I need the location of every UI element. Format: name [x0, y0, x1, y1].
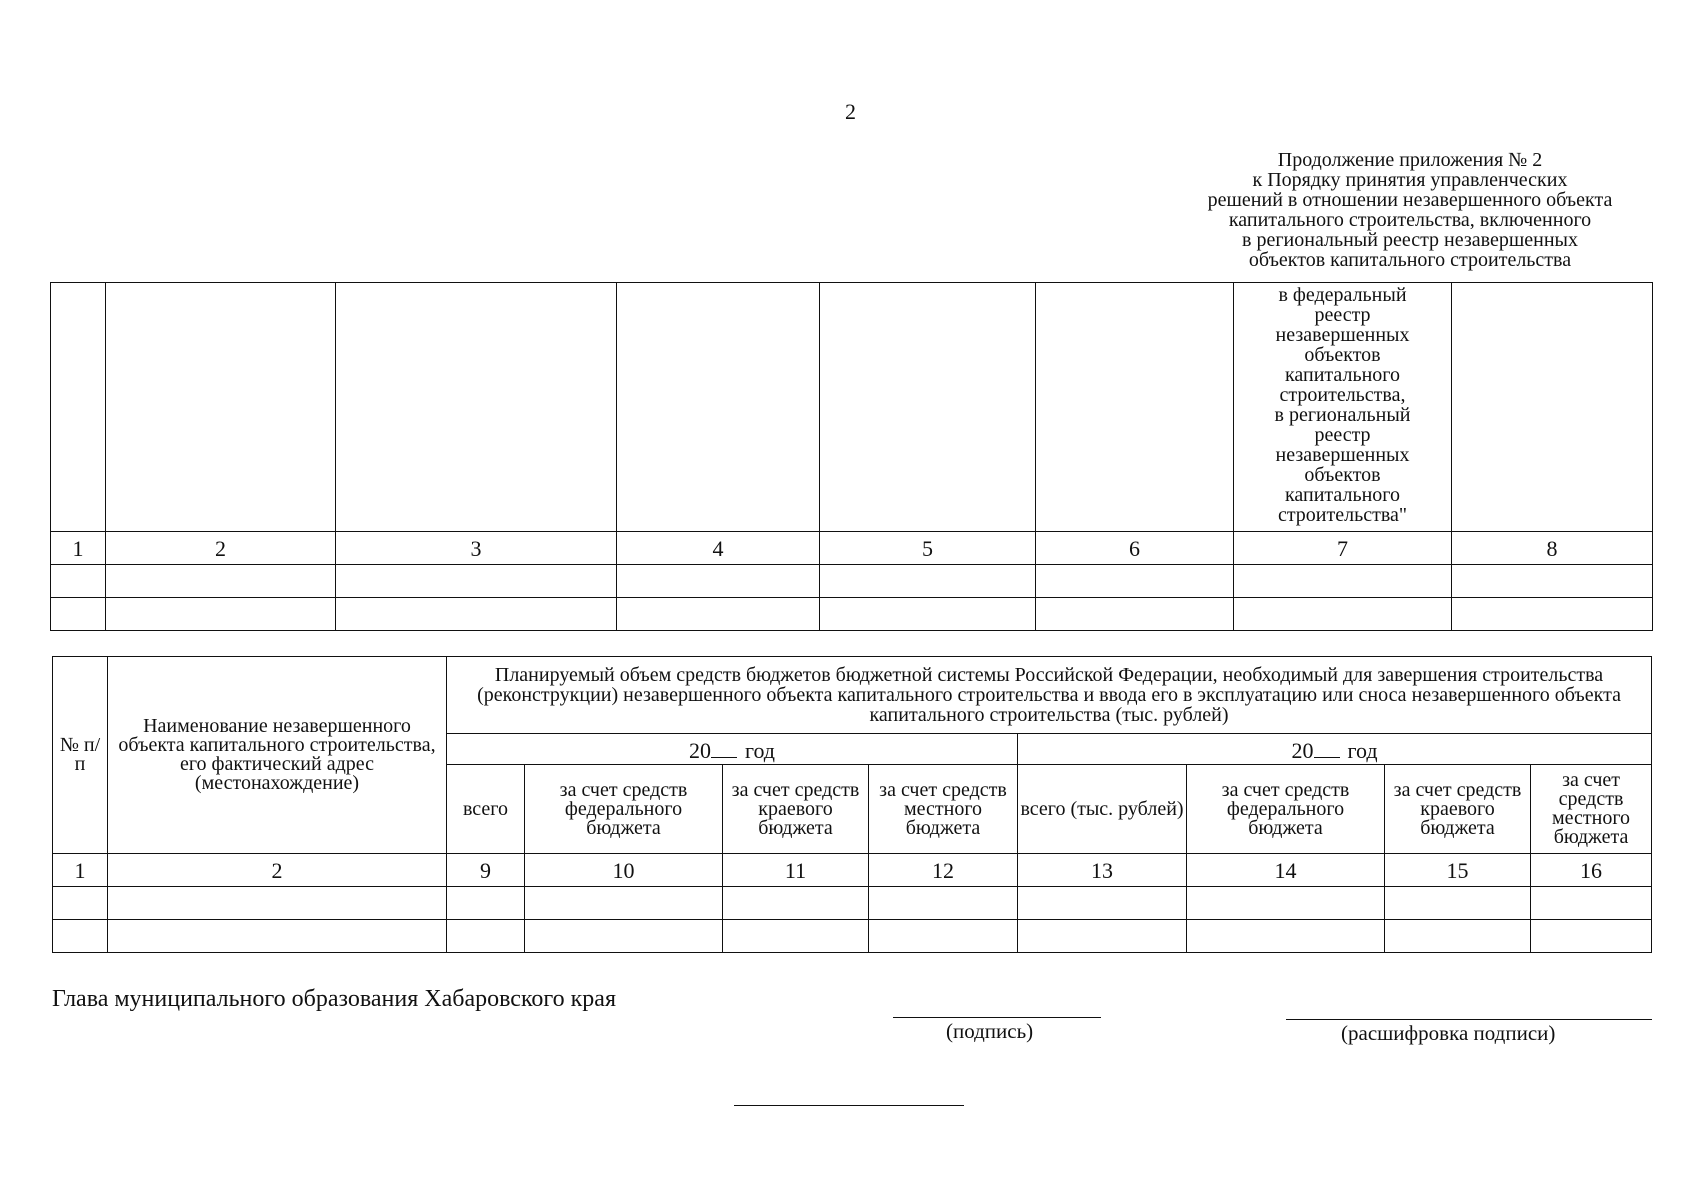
column-header: за счет средств краевого бюджета	[1385, 765, 1531, 854]
column-number: 13	[1018, 854, 1187, 887]
column-number: 8	[1452, 532, 1653, 565]
column-7-header	[1234, 283, 1452, 532]
table-cell[interactable]	[869, 887, 1018, 920]
table-cell[interactable]	[820, 598, 1036, 631]
appendix-note-line: в региональный реестр незавершенных	[1242, 229, 1578, 251]
signature-line[interactable]	[893, 1017, 1101, 1018]
extra-line	[734, 1105, 964, 1106]
header-line: реестр	[1314, 304, 1371, 326]
year-prefix: 20	[1291, 737, 1314, 763]
appendix-note-line: капитального строительства, включенного	[1228, 209, 1592, 231]
table-row	[51, 598, 1653, 631]
table-header-row	[53, 657, 1652, 734]
column-header: за счет средств местного бюджета	[1531, 765, 1652, 854]
column-number: 6	[1036, 532, 1234, 565]
table-cell[interactable]	[869, 920, 1018, 953]
table-cell[interactable]	[1187, 887, 1385, 920]
table-cell[interactable]	[1187, 920, 1385, 953]
column-numbers-row	[51, 532, 1653, 565]
table-cell[interactable]	[108, 920, 447, 953]
column-number: 7	[1234, 532, 1452, 565]
column-number: 9	[447, 854, 525, 887]
table-cell	[51, 283, 106, 532]
table-cell[interactable]	[1036, 598, 1234, 631]
table-cell	[820, 283, 1036, 532]
column-header: за счет средств краевого бюджета	[723, 765, 869, 854]
column-number: 5	[820, 532, 1036, 565]
column-header: за счет средств местного бюджета	[869, 765, 1018, 854]
table-cell[interactable]	[1385, 887, 1531, 920]
header-line: реестр	[1314, 424, 1371, 446]
table-cell[interactable]	[525, 920, 723, 953]
column-number: 1	[53, 854, 108, 887]
continuation-table	[50, 282, 1653, 631]
table-cell[interactable]	[51, 598, 106, 631]
year-group-header	[1018, 734, 1652, 765]
table-row	[51, 565, 1653, 598]
table-cell[interactable]	[1018, 920, 1187, 953]
table-cell[interactable]	[108, 887, 447, 920]
table-cell[interactable]	[1531, 920, 1652, 953]
header-line: объектов	[1304, 344, 1381, 366]
column-header-object-name: Наименование незавершенного объекта капитального строительства, его фактический адрес (местонахождение)	[108, 657, 447, 854]
table-cell	[1036, 283, 1234, 532]
year-group-header	[447, 734, 1018, 765]
table-cell[interactable]	[723, 887, 869, 920]
column-header: всего (тыс. рублей)	[1018, 765, 1187, 854]
appendix-note-line: к Порядку принятия управленческих	[1252, 169, 1568, 191]
table-cell[interactable]	[51, 565, 106, 598]
column-number: 16	[1531, 854, 1652, 887]
year-blank[interactable]	[1314, 739, 1340, 758]
table-cell[interactable]	[820, 565, 1036, 598]
column-number: 4	[617, 532, 820, 565]
table-cell[interactable]	[617, 598, 820, 631]
appendix-note-line: решений в отношении незавершенного объекта	[1207, 189, 1613, 211]
column-number: 11	[723, 854, 869, 887]
table-cell[interactable]	[106, 598, 336, 631]
column-numbers-row	[53, 854, 1652, 887]
header-line: незавершенных	[1275, 324, 1410, 346]
column-number: 10	[525, 854, 723, 887]
header-line: строительства"	[1277, 504, 1408, 526]
table-cell[interactable]	[1385, 920, 1531, 953]
appendix-note-line: Продолжение приложения № 2	[1277, 149, 1543, 171]
header-line: в федеральный	[1278, 284, 1407, 306]
header-line: в региональный	[1274, 404, 1411, 426]
year-suffix: год	[744, 737, 776, 763]
signature-decoding-caption: (расшифровка подписи)	[1341, 1021, 1556, 1045]
column-number: 1	[51, 532, 106, 565]
table-cell[interactable]	[1036, 565, 1234, 598]
appendix-note-line: объектов капитального строительства	[1248, 249, 1572, 271]
column-number: 12	[869, 854, 1018, 887]
budget-plan-table	[52, 656, 1652, 953]
table-cell[interactable]	[1234, 565, 1452, 598]
table-cell	[617, 283, 820, 532]
table-cell	[336, 283, 617, 532]
column-number: 2	[106, 532, 336, 565]
table-cell[interactable]	[617, 565, 820, 598]
table-cell[interactable]	[53, 920, 108, 953]
year-suffix: год	[1347, 737, 1378, 763]
table-cell[interactable]	[447, 887, 525, 920]
table-header-row	[51, 283, 1653, 532]
table-cell	[1452, 283, 1653, 532]
year-blank[interactable]	[711, 739, 737, 758]
table-cell[interactable]	[106, 565, 336, 598]
table-cell[interactable]	[336, 565, 617, 598]
column-header-planned-budget: Планируемый объем средств бюджетов бюджетной системы Российской Федерации, необходимый для завершения строительства (реконструкции) незавершенного объекта капитального строительства и ввода его в эксплуатацию или сноса незавершенного объекта капитального строительства (тыс. рублей)	[447, 657, 1652, 734]
table-cell[interactable]	[1018, 887, 1187, 920]
column-header: за счет средств федерального бюджета	[1187, 765, 1385, 854]
table-row	[53, 920, 1652, 953]
page-number: 2	[845, 99, 856, 124]
head-title: Глава муниципального образования Хабаровского края	[52, 986, 616, 1012]
table-cell[interactable]	[1452, 565, 1653, 598]
column-number: 2	[108, 854, 447, 887]
column-number: 15	[1385, 854, 1531, 887]
table-cell[interactable]	[1452, 598, 1653, 631]
table-cell[interactable]	[1234, 598, 1452, 631]
header-line: объектов	[1304, 464, 1381, 486]
appendix-note	[1140, 150, 1680, 270]
table-cell[interactable]	[53, 887, 108, 920]
column-header: всего	[447, 765, 525, 854]
header-line: строительства,	[1279, 384, 1406, 406]
signature-decoding-line[interactable]	[1286, 1019, 1652, 1020]
header-line: капитального	[1285, 364, 1400, 386]
table-cell[interactable]	[447, 920, 525, 953]
column-number: 14	[1187, 854, 1385, 887]
table-cell	[106, 283, 336, 532]
column-header-number: № п/п	[53, 657, 108, 854]
table-cell[interactable]	[336, 598, 617, 631]
signature-caption: (подпись)	[946, 1019, 1034, 1043]
header-line: незавершенных	[1275, 444, 1410, 466]
column-number: 3	[336, 532, 617, 565]
table-cell[interactable]	[1531, 887, 1652, 920]
table-cell[interactable]	[525, 887, 723, 920]
header-line: капитального	[1285, 484, 1400, 506]
table-row	[53, 887, 1652, 920]
table-cell[interactable]	[723, 920, 869, 953]
column-header: за счет средств федерального бюджета	[525, 765, 723, 854]
year-prefix: 20	[688, 737, 711, 763]
